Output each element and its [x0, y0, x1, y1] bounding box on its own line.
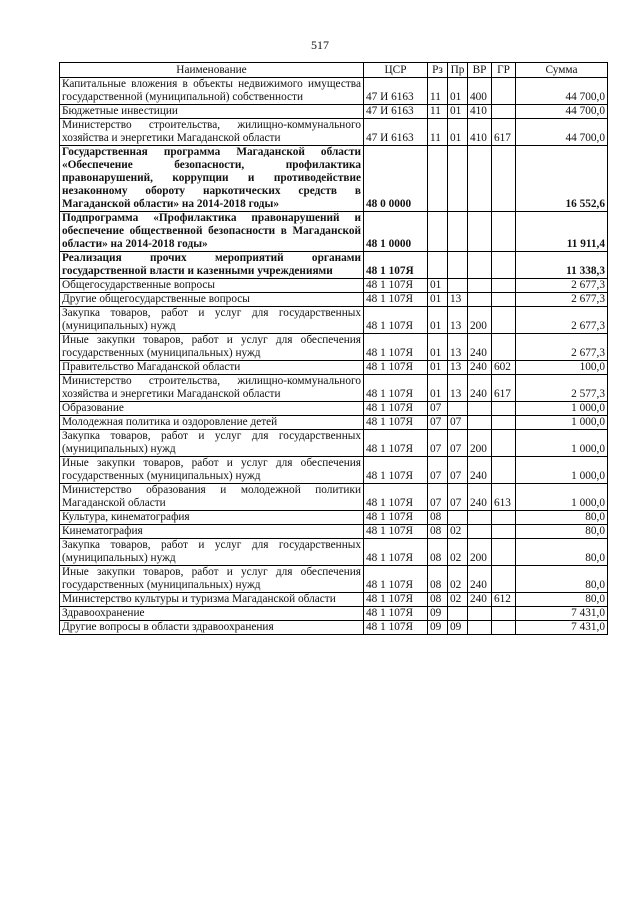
cell-csr: 48 1 107Я: [364, 252, 428, 279]
cell-sum: 80,0: [516, 539, 608, 566]
cell-sum: 1 000,0: [516, 402, 608, 416]
cell-vr: 200: [468, 430, 492, 457]
table-row: [60, 484, 608, 511]
cell-gr: [492, 252, 516, 279]
cell-csr: 48 1 107Я: [364, 621, 428, 635]
cell-rz: 11: [428, 78, 448, 105]
table-row: [60, 416, 608, 430]
cell-gr: [492, 105, 516, 119]
cell-vr: 240: [468, 361, 492, 375]
cell-pr: 01: [448, 119, 468, 146]
table-row: [60, 334, 608, 361]
cell-sum: 2 677,3: [516, 307, 608, 334]
table-row: [60, 375, 608, 402]
cell-csr: 48 1 107Я: [364, 525, 428, 539]
cell-csr: 48 1 107Я: [364, 307, 428, 334]
cell-sum: 1 000,0: [516, 484, 608, 511]
cell-vr: 410: [468, 105, 492, 119]
table-row: [60, 511, 608, 525]
cell-sum: 7 431,0: [516, 607, 608, 621]
cell-pr: [448, 279, 468, 293]
table-row: [60, 293, 608, 307]
cell-pr: 07: [448, 430, 468, 457]
cell-csr: 47 И 6163: [364, 119, 428, 146]
cell-rz: 01: [428, 334, 448, 361]
table-row: [60, 212, 608, 252]
cell-vr: [468, 279, 492, 293]
cell-name: Министерство строительства, жилищно-коммунального хозяйства и энергетики Магаданской области: [60, 119, 364, 146]
column-header-vr: ВР: [468, 63, 492, 78]
cell-sum: 1 000,0: [516, 457, 608, 484]
column-header-rz: Рз: [428, 63, 448, 78]
cell-sum: 44 700,0: [516, 119, 608, 146]
table-row: [60, 361, 608, 375]
cell-sum: 44 700,0: [516, 78, 608, 105]
cell-csr: 48 1 107Я: [364, 539, 428, 566]
column-header-name: Наименование: [60, 63, 364, 78]
cell-pr: [448, 607, 468, 621]
table-row: [60, 252, 608, 279]
cell-name: Министерство образования и молодежной политики Магаданской области: [60, 484, 364, 511]
table-row: [60, 119, 608, 146]
cell-name: Здравоохранение: [60, 607, 364, 621]
cell-pr: 13: [448, 307, 468, 334]
table-row: [60, 279, 608, 293]
cell-sum: 2 677,3: [516, 279, 608, 293]
cell-sum: 1 000,0: [516, 430, 608, 457]
cell-name: Подпрограмма «Профилактика правонарушений и обеспечение общественной безопасности в Магаданской области» на 2014-2018 годы»: [60, 212, 364, 252]
cell-csr: 48 1 107Я: [364, 430, 428, 457]
cell-pr: 13: [448, 334, 468, 361]
cell-pr: 13: [448, 293, 468, 307]
cell-vr: 200: [468, 539, 492, 566]
column-header-csr: ЦСР: [364, 63, 428, 78]
cell-vr: [468, 402, 492, 416]
cell-vr: [468, 252, 492, 279]
table-body: [60, 78, 608, 635]
cell-pr: 09: [448, 621, 468, 635]
cell-rz: [428, 212, 448, 252]
cell-sum: 80,0: [516, 511, 608, 525]
cell-name: Министерство строительства, жилищно-коммунального хозяйства и энергетики Магаданской области: [60, 375, 364, 402]
table-row: [60, 621, 608, 635]
cell-name: Культура, кинематография: [60, 511, 364, 525]
cell-name: Другие общегосударственные вопросы: [60, 293, 364, 307]
cell-gr: [492, 566, 516, 593]
cell-vr: [468, 146, 492, 212]
cell-gr: 612: [492, 593, 516, 607]
cell-rz: 01: [428, 375, 448, 402]
cell-rz: 08: [428, 566, 448, 593]
table-row: [60, 566, 608, 593]
cell-pr: 02: [448, 593, 468, 607]
cell-vr: [468, 511, 492, 525]
cell-vr: 240: [468, 375, 492, 402]
cell-vr: 240: [468, 593, 492, 607]
cell-csr: 48 1 107Я: [364, 457, 428, 484]
cell-sum: 100,0: [516, 361, 608, 375]
cell-vr: [468, 621, 492, 635]
cell-vr: [468, 293, 492, 307]
cell-sum: 80,0: [516, 525, 608, 539]
cell-pr: [448, 252, 468, 279]
column-header-gr: ГР: [492, 63, 516, 78]
cell-pr: 02: [448, 539, 468, 566]
cell-rz: 01: [428, 307, 448, 334]
cell-rz: 01: [428, 293, 448, 307]
table-header-row: [60, 63, 608, 78]
cell-pr: [448, 511, 468, 525]
budget-table: [59, 62, 608, 635]
cell-rz: 07: [428, 416, 448, 430]
cell-vr: 410: [468, 119, 492, 146]
cell-csr: 48 1 107Я: [364, 402, 428, 416]
cell-pr: [448, 146, 468, 212]
cell-pr: 02: [448, 525, 468, 539]
table-row: [60, 78, 608, 105]
page-number: 517: [311, 38, 329, 52]
cell-rz: 01: [428, 361, 448, 375]
table-row: [60, 105, 608, 119]
cell-rz: 09: [428, 607, 448, 621]
cell-sum: 2 677,3: [516, 334, 608, 361]
cell-rz: 07: [428, 457, 448, 484]
table-row: [60, 607, 608, 621]
cell-pr: 13: [448, 375, 468, 402]
cell-sum: 11 338,3: [516, 252, 608, 279]
cell-rz: 07: [428, 430, 448, 457]
cell-csr: 48 1 107Я: [364, 334, 428, 361]
cell-gr: [492, 539, 516, 566]
cell-pr: [448, 212, 468, 252]
cell-name: Другие вопросы в области здравоохранения: [60, 621, 364, 635]
table-row: [60, 146, 608, 212]
cell-csr: 47 И 6163: [364, 105, 428, 119]
cell-gr: [492, 212, 516, 252]
cell-rz: 11: [428, 105, 448, 119]
cell-csr: 48 1 107Я: [364, 607, 428, 621]
cell-gr: [492, 621, 516, 635]
cell-pr: 13: [448, 361, 468, 375]
cell-name: Иные закупки товаров, работ и услуг для обеспечения государственных (муниципальных) нужд: [60, 566, 364, 593]
table-row: [60, 430, 608, 457]
cell-gr: [492, 525, 516, 539]
cell-name: Министерство культуры и туризма Магаданской области: [60, 593, 364, 607]
cell-pr: [448, 402, 468, 416]
cell-pr: 02: [448, 566, 468, 593]
cell-sum: 2 677,3: [516, 293, 608, 307]
cell-rz: 01: [428, 279, 448, 293]
cell-csr: 48 1 107Я: [364, 416, 428, 430]
cell-csr: 48 1 107Я: [364, 279, 428, 293]
cell-name: Капитальные вложения в объекты недвижимого имущества государственной (муниципальной) собственности: [60, 78, 364, 105]
cell-name: Общегосударственные вопросы: [60, 279, 364, 293]
cell-csr: 48 1 107Я: [364, 293, 428, 307]
cell-vr: [468, 416, 492, 430]
cell-sum: 2 577,3: [516, 375, 608, 402]
cell-gr: [492, 78, 516, 105]
cell-rz: 08: [428, 539, 448, 566]
cell-sum: 44 700,0: [516, 105, 608, 119]
cell-name: Бюджетные инвестиции: [60, 105, 364, 119]
cell-rz: 07: [428, 402, 448, 416]
cell-sum: 80,0: [516, 566, 608, 593]
cell-name: Реализация прочих мероприятий органами государственной власти и казенными учреждениями: [60, 252, 364, 279]
cell-sum: 11 911,4: [516, 212, 608, 252]
table-row: [60, 457, 608, 484]
cell-name: Правительство Магаданской области: [60, 361, 364, 375]
table-row: [60, 402, 608, 416]
cell-gr: [492, 511, 516, 525]
cell-vr: 240: [468, 566, 492, 593]
cell-gr: 617: [492, 119, 516, 146]
table-row: [60, 307, 608, 334]
table-row: [60, 593, 608, 607]
cell-gr: [492, 416, 516, 430]
cell-name: Молодежная политика и оздоровление детей: [60, 416, 364, 430]
cell-name: Иные закупки товаров, работ и услуг для обеспечения государственных (муниципальных) нужд: [60, 334, 364, 361]
cell-sum: 7 431,0: [516, 621, 608, 635]
cell-rz: [428, 252, 448, 279]
cell-csr: 48 1 107Я: [364, 375, 428, 402]
cell-rz: 09: [428, 621, 448, 635]
cell-csr: 48 1 107Я: [364, 511, 428, 525]
cell-gr: [492, 279, 516, 293]
cell-name: Иные закупки товаров, работ и услуг для обеспечения государственных (муниципальных) нужд: [60, 457, 364, 484]
cell-rz: [428, 146, 448, 212]
cell-gr: [492, 402, 516, 416]
cell-sum: 1 000,0: [516, 416, 608, 430]
cell-rz: 07: [428, 484, 448, 511]
cell-csr: 48 1 107Я: [364, 361, 428, 375]
cell-rz: 08: [428, 593, 448, 607]
cell-name: Закупка товаров, работ и услуг для государственных (муниципальных) нужд: [60, 307, 364, 334]
cell-name: Государственная программа Магаданской области «Обеспечение безопасности, профилактика правонарушений, коррупции и противодействие незаконному обороту наркотических средств в Магаданской области» на 2014-2018 годы»: [60, 146, 364, 212]
cell-gr: [492, 146, 516, 212]
cell-vr: 240: [468, 484, 492, 511]
cell-vr: 200: [468, 307, 492, 334]
cell-gr: [492, 334, 516, 361]
cell-name: Закупка товаров, работ и услуг для государственных (муниципальных) нужд: [60, 539, 364, 566]
table-row: [60, 525, 608, 539]
cell-gr: [492, 430, 516, 457]
cell-gr: 617: [492, 375, 516, 402]
column-header-sum: Сумма: [516, 63, 608, 78]
table-row: [60, 539, 608, 566]
cell-csr: 48 1 107Я: [364, 566, 428, 593]
cell-gr: [492, 457, 516, 484]
cell-pr: 07: [448, 416, 468, 430]
cell-csr: 48 0 0000: [364, 146, 428, 212]
cell-csr: 47 И 6163: [364, 78, 428, 105]
cell-vr: 400: [468, 78, 492, 105]
cell-vr: [468, 212, 492, 252]
cell-gr: [492, 307, 516, 334]
cell-csr: 48 1 107Я: [364, 593, 428, 607]
cell-vr: 240: [468, 334, 492, 361]
cell-name: Образование: [60, 402, 364, 416]
cell-pr: 07: [448, 484, 468, 511]
cell-pr: 01: [448, 78, 468, 105]
cell-name: Кинематография: [60, 525, 364, 539]
cell-vr: [468, 525, 492, 539]
cell-vr: 240: [468, 457, 492, 484]
cell-sum: 16 552,6: [516, 146, 608, 212]
cell-gr: 602: [492, 361, 516, 375]
cell-rz: 08: [428, 511, 448, 525]
column-header-pr: Пр: [448, 63, 468, 78]
cell-gr: 613: [492, 484, 516, 511]
cell-sum: 80,0: [516, 593, 608, 607]
cell-gr: [492, 293, 516, 307]
cell-rz: 11: [428, 119, 448, 146]
cell-rz: 08: [428, 525, 448, 539]
cell-vr: [468, 607, 492, 621]
cell-name: Закупка товаров, работ и услуг для государственных (муниципальных) нужд: [60, 430, 364, 457]
cell-csr: 48 1 0000: [364, 212, 428, 252]
cell-pr: 07: [448, 457, 468, 484]
cell-csr: 48 1 107Я: [364, 484, 428, 511]
cell-gr: [492, 607, 516, 621]
cell-pr: 01: [448, 105, 468, 119]
